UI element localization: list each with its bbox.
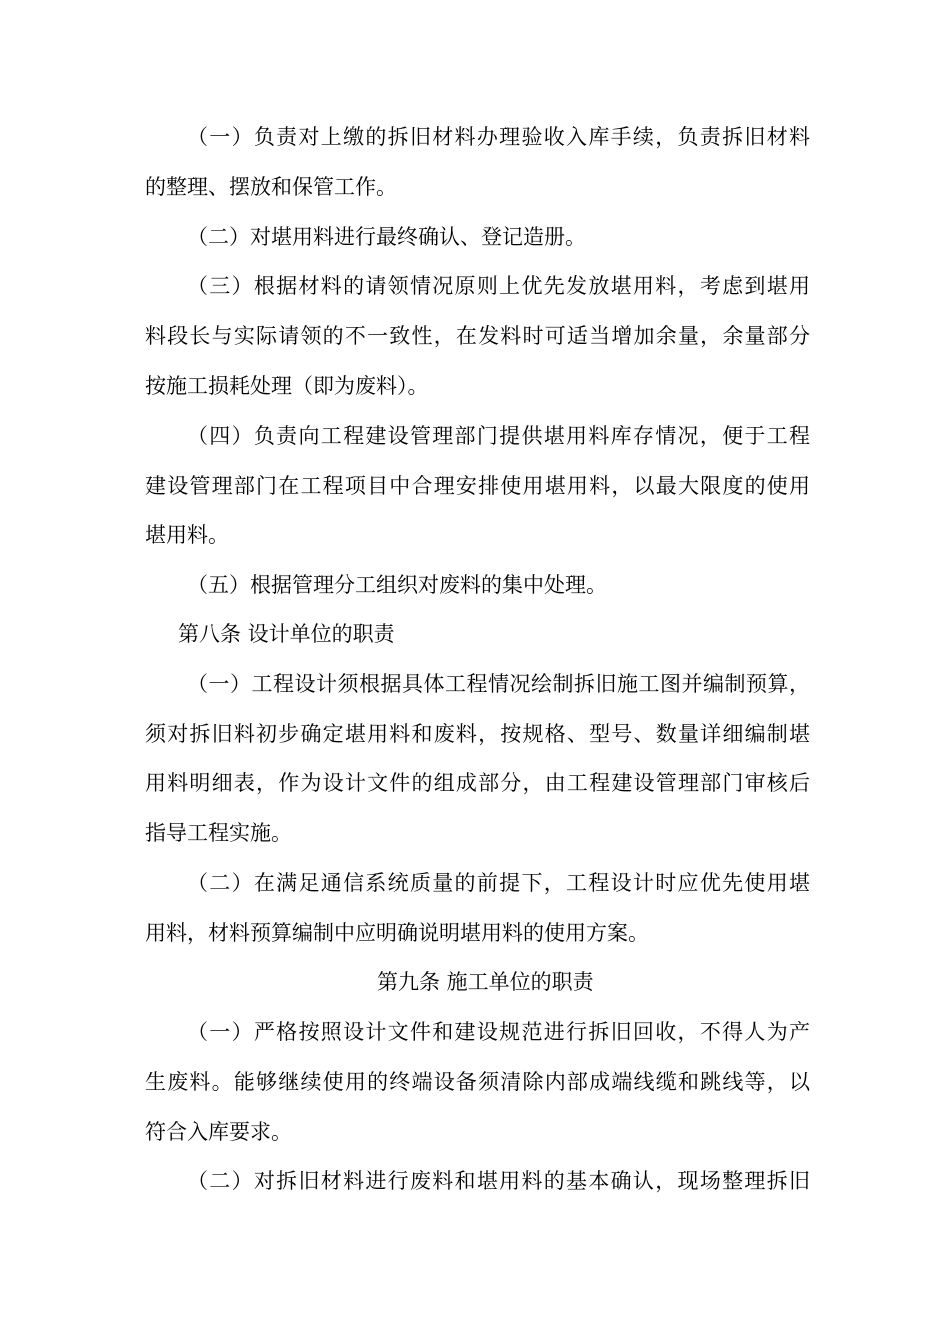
article-9-paragraph-1-line-2: 生废料。能够继续使用的终端设备须清除内部成端线缆和跳线等，以 (145, 1070, 810, 1094)
article-8-paragraph-1-line-2: 须对拆旧料初步确定堪用料和废料，按规格、型号、数量详细编制堪 (145, 722, 810, 746)
article-8-paragraph-2-line-2: 用料，材料预算编制中应明确说明堪用料的使用方案。 (145, 921, 649, 945)
article-9-paragraph-2-line-1: （二）对拆旧材料进行废料和堪用料的基本确认，现场整理拆旧 (187, 1169, 810, 1193)
article-8-paragraph-1-line-3: 用料明细表，作为设计文件的组成部分，由工程建设管理部门审核后 (145, 771, 810, 795)
paragraph-4-line-1: （四）负责向工程建设管理部门提供堪用料库存情况，便于工程 (187, 424, 810, 448)
paragraph-2-line-1: （二）对堪用料进行最终确认、登记造册。 (187, 225, 586, 249)
paragraph-3-line-1: （三）根据材料的请领情况原则上优先发放堪用料，考虑到堪用 (187, 274, 810, 298)
paragraph-1-line-1: （一）负责对上缴的拆旧材料办理验收入库手续，负责拆旧材料 (187, 125, 810, 149)
paragraph-4-line-2: 建设管理部门在工程项目中合理安排使用堪用料，以最大限度的使用 (145, 474, 810, 498)
article-8-paragraph-1-line-1: （一）工程设计须根据具体工程情况绘制拆旧施工图并编制预算， (187, 672, 810, 696)
paragraph-4-line-3: 堪用料。 (145, 523, 229, 547)
paragraph-3-line-3: 按施工损耗处理（即为废料）。 (145, 374, 429, 398)
paragraph-5-line-1: （五）根据管理分工组织对废料的集中处理。 (187, 573, 607, 597)
article-9-paragraph-1-line-3: 符合入库要求。 (145, 1120, 292, 1144)
article-9-paragraph-1-line-1: （一）严格按照设计文件和建设规范进行拆旧回收，不得人为产 (187, 1020, 810, 1044)
article-9-heading: 第九条 施工单位的职责 (377, 970, 594, 994)
article-8-heading: 第八条 设计单位的职责 (178, 622, 395, 646)
paragraph-1-line-2: 的整理、摆放和保管工作。 (145, 175, 397, 199)
paragraph-3-line-2: 料段长与实际请领的不一致性，在发料时可适当增加余量，余量部分 (145, 324, 810, 348)
article-8-paragraph-2-line-1: （二）在满足通信系统质量的前提下，工程设计时应优先使用堪 (187, 871, 810, 895)
article-8-paragraph-1-line-4: 指导工程实施。 (145, 821, 292, 845)
